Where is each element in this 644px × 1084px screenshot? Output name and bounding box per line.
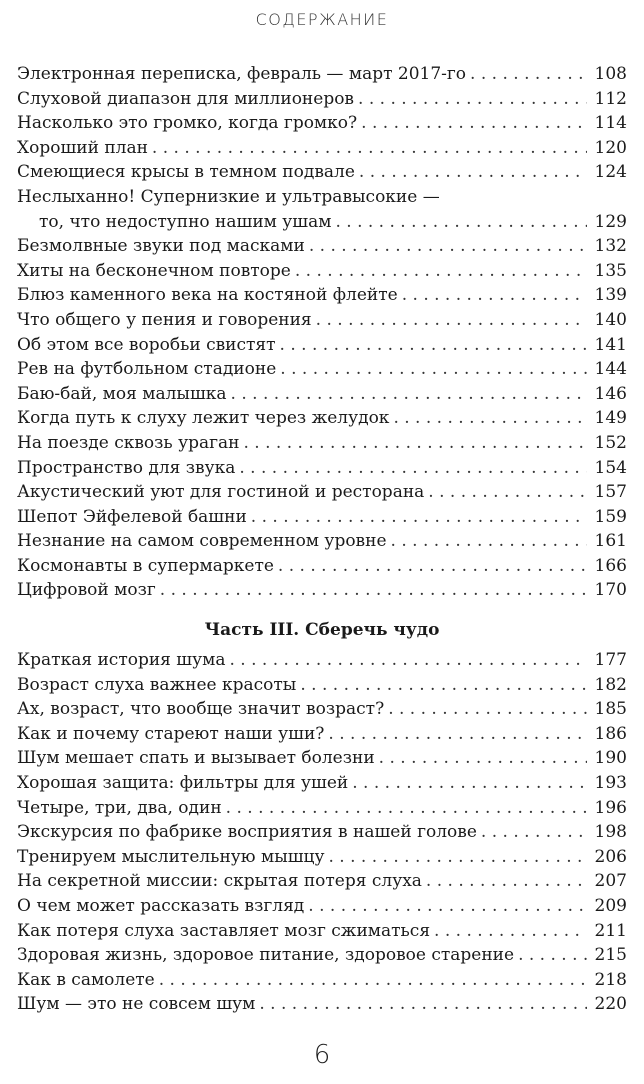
dot-leader	[393, 406, 587, 431]
dot-leader	[328, 722, 587, 747]
toc-entry-page: 129	[594, 211, 627, 232]
running-header: СОДЕРЖАНИЕ	[255, 10, 389, 29]
toc-entry[interactable]	[17, 894, 627, 919]
toc-entry-title: Хиты на бесконечном повторе	[17, 260, 291, 281]
dot-leader	[159, 968, 587, 993]
toc-entry-title: Краткая история шума	[17, 650, 226, 670]
toc-entry[interactable]	[17, 111, 627, 136]
toc-entry[interactable]	[17, 382, 627, 407]
toc-entry-page: 182	[594, 674, 627, 695]
dot-leader	[231, 382, 587, 407]
toc-entry-page: 206	[594, 846, 627, 867]
toc-entry-title: Акустический уют для гостиной и ресторана	[17, 482, 425, 503]
dot-leader	[308, 894, 587, 919]
toc-entry-title: Возраст слуха важнее красоты	[17, 674, 297, 695]
toc-entry-title: Шум мешает спать и вызывает болезни	[17, 748, 375, 769]
toc-entry[interactable]	[17, 992, 627, 1017]
toc-entry-page: 140	[594, 309, 627, 330]
toc-entry-page: 186	[594, 723, 627, 744]
dot-leader	[316, 308, 587, 333]
toc-entry-page: 215	[594, 945, 627, 966]
toc-entry[interactable]	[17, 210, 627, 235]
toc-entry-title: Космонавты в супермаркете	[17, 555, 274, 576]
toc-entry-page: 144	[594, 359, 627, 380]
page-number: 6	[313, 1040, 331, 1070]
dot-leader	[379, 746, 587, 771]
toc-entry-title: Что общего у пения и говорения	[17, 309, 312, 330]
dot-leader	[280, 357, 587, 382]
toc-entry[interactable]	[17, 578, 627, 603]
toc-entry[interactable]	[17, 771, 627, 796]
toc-entry-title: О чем может рассказать взгляд	[17, 895, 305, 916]
toc-entry[interactable]	[17, 333, 627, 358]
dot-leader	[359, 160, 587, 185]
toc-entry-title: Шепот Эйфелевой башни	[17, 506, 247, 527]
toc-entry-title: Ах, возраст, что вообще значит возраст?	[17, 699, 385, 720]
toc-entry[interactable]	[17, 796, 627, 821]
toc-entry[interactable]	[17, 697, 627, 722]
dot-leader	[470, 62, 587, 87]
toc-entry[interactable]	[17, 136, 627, 161]
dot-leader	[388, 697, 587, 722]
toc-entry[interactable]	[17, 673, 627, 698]
toc-entry-page: 146	[594, 383, 627, 404]
toc-entry-page: 185	[594, 699, 627, 720]
toc-entry-page: 108	[594, 64, 627, 84]
toc-entry-title: Как потеря слуха заставляет мозг сжиматься	[17, 920, 431, 941]
dot-leader	[259, 992, 587, 1017]
dot-leader	[226, 796, 587, 821]
toc-entry-page: 177	[594, 650, 627, 670]
toc-entry-page: 132	[594, 236, 627, 257]
toc-entry-title: Когда путь к слуху лежит через желудок	[17, 408, 390, 429]
toc-entry[interactable]	[17, 746, 627, 771]
dot-leader	[361, 111, 587, 136]
dot-leader	[152, 136, 587, 161]
toc-entry[interactable]	[17, 505, 627, 530]
toc-entry[interactable]	[17, 357, 627, 382]
toc-entry-title: Четыре, три, два, один	[17, 797, 222, 818]
toc-entry-title: Неслыханно! Супернизкие и ультравысокие —	[17, 186, 440, 207]
dot-leader	[243, 431, 587, 456]
toc-entry-title: Здоровая жизнь, здоровое питание, здоровое старение	[17, 945, 515, 966]
toc-entry[interactable]	[17, 869, 627, 894]
dot-leader	[402, 283, 587, 308]
toc-entry-title: Тренируем мыслительную мышцу	[17, 846, 325, 867]
toc-entry-page: 124	[594, 162, 627, 183]
toc-entry[interactable]	[17, 62, 627, 87]
toc-entry-page: 207	[594, 871, 627, 892]
toc-entry-page: 157	[594, 482, 627, 503]
toc-entry[interactable]	[17, 943, 627, 968]
toc-entry-page: 141	[594, 334, 627, 355]
toc-entry-page: 149	[594, 408, 627, 429]
dot-leader	[428, 480, 587, 505]
dot-leader	[518, 943, 587, 968]
dot-leader	[358, 87, 587, 112]
toc-entry-page: 152	[594, 432, 627, 453]
part-heading: Часть III. Сберечь чудо	[204, 620, 440, 640]
dot-leader	[278, 554, 587, 579]
dot-leader	[481, 820, 587, 845]
toc-entry-page: 196	[594, 797, 627, 818]
toc-list-top	[17, 62, 627, 603]
dot-leader	[239, 456, 587, 481]
toc-entry-page: 166	[594, 555, 627, 576]
toc-list-part3	[17, 648, 627, 1017]
toc-entry-page: 154	[594, 457, 627, 478]
dot-leader	[160, 578, 587, 603]
toc-entry-title: Электронная переписка, февраль — март 2017-го	[17, 64, 467, 84]
toc-entry-page: 161	[594, 531, 627, 552]
toc-entry[interactable]	[17, 456, 627, 481]
toc-entry[interactable]	[17, 529, 627, 554]
toc-entry[interactable]	[17, 648, 627, 673]
dot-leader	[229, 648, 587, 673]
toc-entry-title: Хорошая защита: фильтры для ушей	[17, 772, 349, 793]
dot-leader	[352, 771, 587, 796]
toc-entry-title: На поезде сквозь ураган	[17, 432, 240, 453]
toc-entry-page: 139	[594, 285, 627, 306]
toc-entry-title: Насколько это громко, когда громко?	[17, 113, 358, 134]
toc-entry-page: 114	[594, 113, 627, 134]
toc-entry-line1[interactable]	[17, 185, 627, 210]
dot-leader	[295, 259, 587, 284]
toc-entry[interactable]	[17, 845, 627, 870]
toc-entry-title: Пространство для звука	[17, 457, 236, 478]
toc-entry-page: 220	[594, 994, 627, 1015]
toc-entry[interactable]	[17, 820, 627, 845]
toc-entry[interactable]	[17, 160, 627, 185]
toc-entry-page: 112	[594, 88, 627, 109]
dot-leader	[426, 869, 587, 894]
toc-entry-title: Хороший план	[17, 137, 148, 158]
dot-leader	[391, 529, 587, 554]
toc-entry-page: 198	[594, 822, 627, 843]
toc-entry-title: Слуховой диапазон для миллионеров	[17, 88, 355, 109]
toc-entry[interactable]	[17, 406, 627, 431]
dot-leader	[251, 505, 587, 530]
toc-entry-page: 193	[594, 772, 627, 793]
dot-leader	[434, 919, 587, 944]
toc-entry-title: Баю-бай, моя малышка	[17, 383, 227, 404]
dot-leader	[309, 234, 587, 259]
toc-entry-page: 120	[594, 137, 627, 158]
toc-entry-page: 190	[594, 748, 627, 769]
toc-entry-page: 170	[594, 580, 627, 601]
toc-entry[interactable]	[17, 554, 627, 579]
toc-entry-page: 159	[594, 506, 627, 527]
toc-entry-title: Блюз каменного века на костяной флейте	[17, 285, 398, 306]
toc-entry[interactable]	[17, 283, 627, 308]
toc-entry[interactable]	[17, 431, 627, 456]
dot-leader	[300, 673, 587, 698]
toc-entry[interactable]	[17, 480, 627, 505]
toc-entry-title: Рев на футбольном стадионе	[17, 359, 277, 380]
toc-entry-title: Безмолвные звуки под масками	[17, 236, 305, 257]
toc-entry[interactable]	[17, 722, 627, 747]
toc-entry-title: На секретной миссии: скрытая потеря слуха	[17, 871, 422, 892]
toc-entry[interactable]	[17, 87, 627, 112]
toc-entry[interactable]	[17, 968, 627, 993]
toc-entry[interactable]	[17, 308, 627, 333]
dot-leader	[280, 333, 587, 358]
dot-leader	[335, 210, 587, 235]
toc-entry[interactable]	[17, 234, 627, 259]
toc-entry-title: Незнание на самом современном уровне	[17, 531, 387, 552]
toc-entry-title: Цифровой мозг	[17, 580, 156, 601]
toc-entry-title: то, что недоступно нашим ушам	[39, 211, 332, 232]
toc-entry-title: Об этом все воробьи свистят	[17, 334, 276, 355]
toc-entry-page: 211	[594, 920, 627, 941]
toc-entry-title: Экскурсия по фабрике восприятия в нашей голове	[17, 822, 477, 843]
dot-leader	[328, 845, 587, 870]
toc-entry-page: 209	[594, 895, 627, 916]
toc-entry-page: 135	[594, 260, 627, 281]
toc-entry-title: Смеющиеся крысы в темном подвале	[17, 162, 355, 183]
toc-entry-page: 218	[594, 969, 627, 990]
toc-entry-title: Как в самолете	[17, 969, 155, 990]
toc-entry-title: Шум — это не совсем шум	[17, 994, 256, 1015]
toc-entry[interactable]	[17, 919, 627, 944]
toc-entry[interactable]	[17, 259, 627, 284]
toc-entry-title: Как и почему стареют наши уши?	[17, 723, 325, 744]
